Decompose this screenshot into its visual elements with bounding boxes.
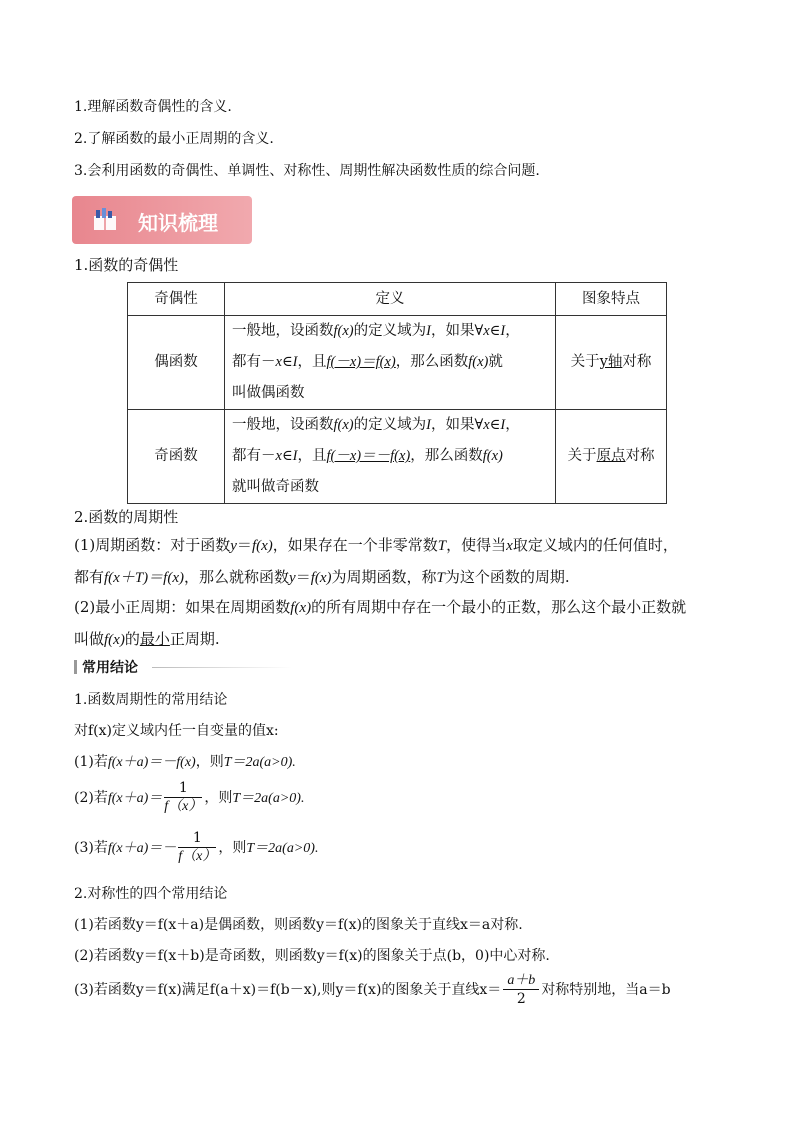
parity-table bbox=[127, 282, 667, 504]
conclusion2-item3: (3)若函数y＝f(x)满足f(a＋x)＝f(b－x),则y＝f(x)的图象关于直线x＝ $\frac{a+b}{2}$ 对称特别地，当a＝b bbox=[74, 973, 671, 1007]
conclusion1-title: 1.函数周期性的常用结论 bbox=[74, 692, 228, 708]
conclusion1-intro: 对f(x)定义域内任一自变量的值x: bbox=[74, 723, 279, 739]
conclusions-header bbox=[74, 657, 294, 677]
conclusion1-item1: (1)若f(x＋a)＝－f(x)，则T＝2a(a>0). bbox=[74, 754, 296, 770]
header-definition: 定义 bbox=[225, 283, 556, 316]
odd-feature-origin: 原点 bbox=[596, 448, 626, 464]
conclusion2-item1: (1)若函数y＝f(x＋a)是偶函数，则函数y＝f(x)的图象关于直线x＝a对称. bbox=[74, 917, 523, 933]
section-banner bbox=[72, 196, 252, 244]
fraction: $\frac{1}{f(x)}$ bbox=[178, 830, 217, 864]
min-period-definition: (2)最小正周期：如果在周期函数f(x)的所有周期中存在一个最小的正数，那么这个最小正数就 叫做f(x)的最小正周期. bbox=[74, 598, 687, 648]
table-row bbox=[128, 410, 667, 504]
objective-3: 3.会利用函数的奇偶性、单调性、对称性、周期性解决函数性质的综合问题. bbox=[74, 163, 540, 179]
header-feature: 图象特点 bbox=[556, 283, 667, 316]
conclusion2-title: 2.对称性的四个常用结论 bbox=[74, 886, 228, 902]
row-even-feature: 关于y轴对称 bbox=[556, 316, 667, 410]
fraction: $\frac{a+b}{2}$ bbox=[503, 972, 539, 1008]
objective-1: 1.理解函数奇偶性的含义. bbox=[74, 99, 232, 115]
table-row bbox=[128, 316, 667, 410]
odd-condition: f(－x)＝－f(x) bbox=[326, 448, 411, 464]
section2-title: 2.函数的周期性 bbox=[74, 508, 179, 526]
section-bar bbox=[74, 660, 77, 674]
row-even-definition: 一般地，设函数f(x)的定义域为I，如果∀x∈I， 都有－x∈I，且f(－x)＝f(x)，那么函数f(x)就 叫做偶函数 bbox=[225, 316, 556, 410]
row-odd-name: 奇函数 bbox=[128, 410, 225, 504]
banner-title: 知识梳理 bbox=[138, 211, 218, 235]
fraction: $\frac{1}{f(x)}$ bbox=[164, 780, 203, 814]
objective-2: 2.了解函数的最小正周期的含义. bbox=[74, 131, 274, 147]
conclusions-label: 常用结论 bbox=[82, 660, 138, 676]
conclusion1-item3: (3)若f(x＋a)＝－ $\frac{1}{f(x)}$ ，则T＝2a(a>0). bbox=[74, 830, 319, 864]
row-even-name: 偶函数 bbox=[128, 316, 225, 410]
row-odd-definition: 一般地，设函数f(x)的定义域为I，如果∀x∈I， 都有－x∈I，且f(－x)＝－f(x)，那么函数f(x) 就叫做奇函数 bbox=[225, 410, 556, 504]
conclusion1-item2: (2)若f(x＋a)＝ $\frac{1}{f(x)}$ ，则T＝2a(a>0). bbox=[74, 780, 305, 814]
section-rule bbox=[152, 667, 292, 668]
conclusion2-item2: (2)若函数y＝f(x＋b)是奇函数，则函数y＝f(x)的图象关于点(b，0)中心对称. bbox=[74, 948, 550, 964]
row-odd-feature: 关于原点对称 bbox=[556, 410, 667, 504]
even-feature-axis: y轴 bbox=[599, 354, 623, 370]
section1-title: 1.函数的奇偶性 bbox=[74, 256, 179, 274]
book-icon bbox=[92, 206, 118, 232]
min-period-underlined: 最小 bbox=[139, 630, 170, 648]
header-parity: 奇偶性 bbox=[128, 283, 225, 316]
periodic-definition: (1)周期函数：对于函数y＝f(x)，如果存在一个非零常数T，使得当x取定义域内的任何值时， 都有f(x＋T)＝f(x)，那么就称函数y＝f(x)为周期函数，称T为这个函数的周期. bbox=[74, 536, 678, 586]
table-header-row bbox=[128, 283, 667, 316]
even-condition: f(－x)＝f(x) bbox=[326, 354, 396, 370]
